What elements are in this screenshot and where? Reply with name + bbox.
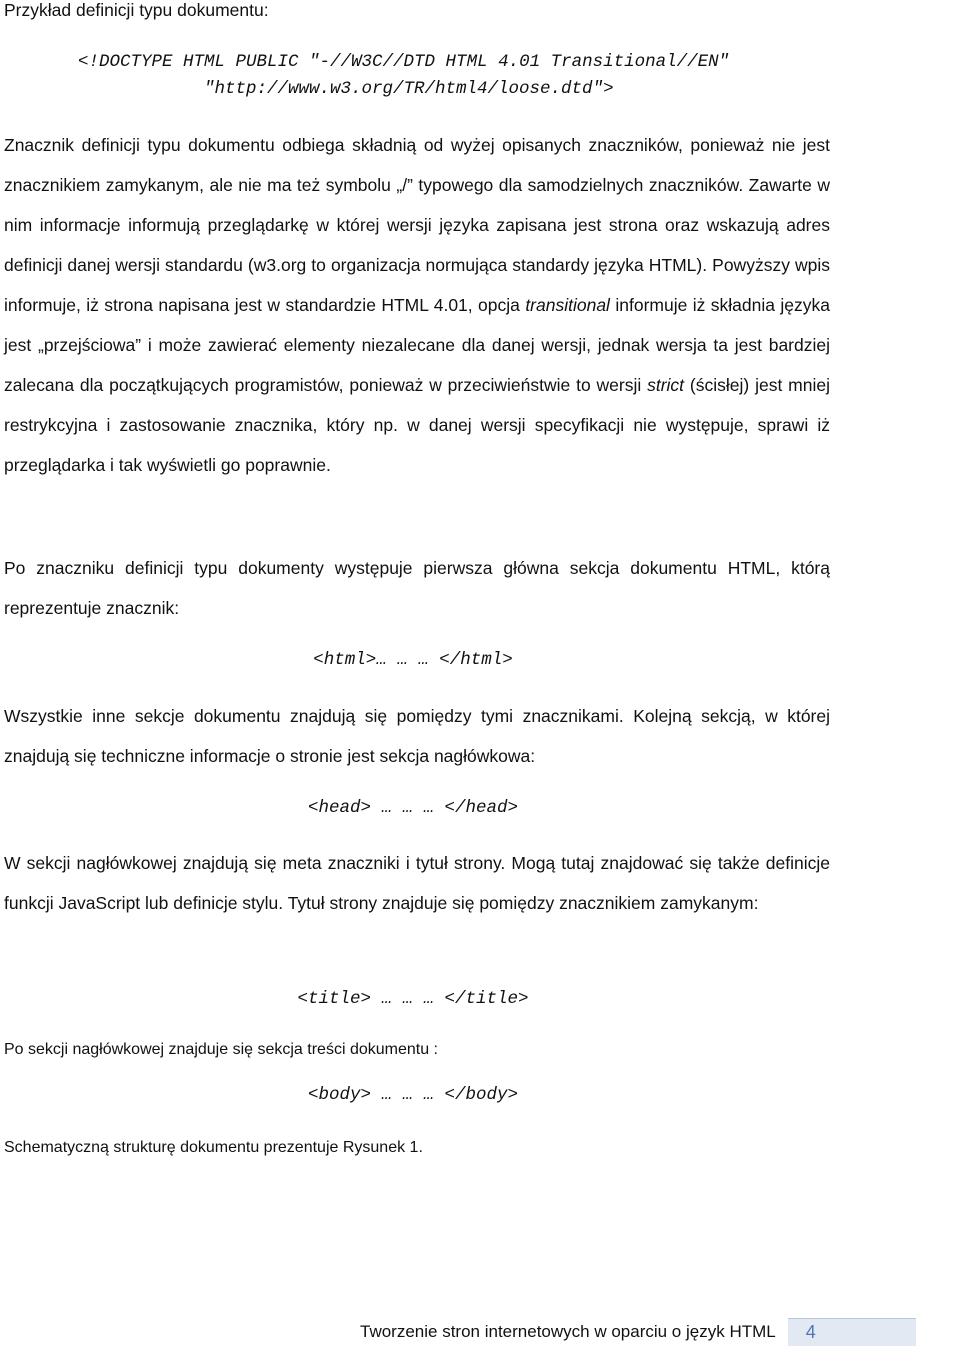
page-footer (360, 1318, 916, 1346)
page-number: 4 (805, 1322, 816, 1342)
footer-title: Tworzenie stron internetowych w oparciu o język HTML (360, 1322, 776, 1341)
head-section-paragraph: Wszystkie inne sekcje dokumentu znajdują się pomiędzy tymi znacznikami. Kolejną sekcją, w której znajdują się techniczne informacje o stronie jest sekcja nagłówkowa: (4, 706, 830, 766)
body-section-paragraph: Po sekcji nagłówkowej znajduje się sekcja treści dokumentu : (4, 1041, 438, 1058)
body-tag-code: <body> … … … </body> (307, 1085, 519, 1105)
doctype-code-line-2: "http://www.w3.org/TR/html4/loose.dtd"> (204, 79, 614, 99)
head-contents-paragraph: W sekcji nagłówkowej znajdują się meta znaczniki i tytuł strony. Mogą tutaj znajdować się także definicje funkcji JavaScript lub definicje stylu. Tytuł strony znajduje się pomiędzy znacznikiem zamykanym: (4, 853, 830, 913)
intro-heading: Przykład definicji typu dokumentu: (4, 0, 269, 20)
title-tag-code: <title> … … … </title> (297, 989, 529, 1009)
figure-reference-paragraph: Schematyczną strukturę dokumentu prezentuje Rysunek 1. (4, 1139, 423, 1156)
doctype-code-line-1: <!DOCTYPE HTML PUBLIC "-//W3C//DTD HTML 4.01 Transitional//EN" (78, 52, 730, 72)
html-section-paragraph: Po znaczniku definicji typu dokumenty występuje pierwsza główna sekcja dokumentu HTML, którą reprezentuje znacznik: (4, 558, 830, 618)
doctype-explanation-paragraph: Znacznik definicji typu dokumentu odbiega składnią od wyżej opisanych znaczników, ponieważ nie jest znacznikiem zamykanym, ale nie ma też symbolu „/” typowego dla samodzielnych znaczników. Zawarte w nim informacje informują przeglądarkę w której wersji języka zapisana jest strona oraz wskazują adres definicji danej wersji standardu (w3.org to organizacja normująca standardy języka HTML). Powyższy wpis informuje, iż strona napisana jest w standardzie HTML 4.01, opcja transitional informuje iż składnia języka jest „przejściowa” i może zawierać elementy niezalecane dla danej wersji, jednak wersja ta jest bardziej zalecana dla początkujących programistów, ponieważ w przeciwieństwie to wersji strict (ścisłej) jest mniej restrykcyjna i zastosowanie znacznika, który np. w danej wersji specyfikacji nie występuje, sprawi iż przeglądarka i tak wyświetli go poprawnie. (4, 135, 831, 475)
html-tag-code: <html>… … … </html> (313, 650, 513, 670)
head-tag-code: <head> … … … </head> (307, 798, 519, 818)
page-number-box (788, 1318, 916, 1346)
